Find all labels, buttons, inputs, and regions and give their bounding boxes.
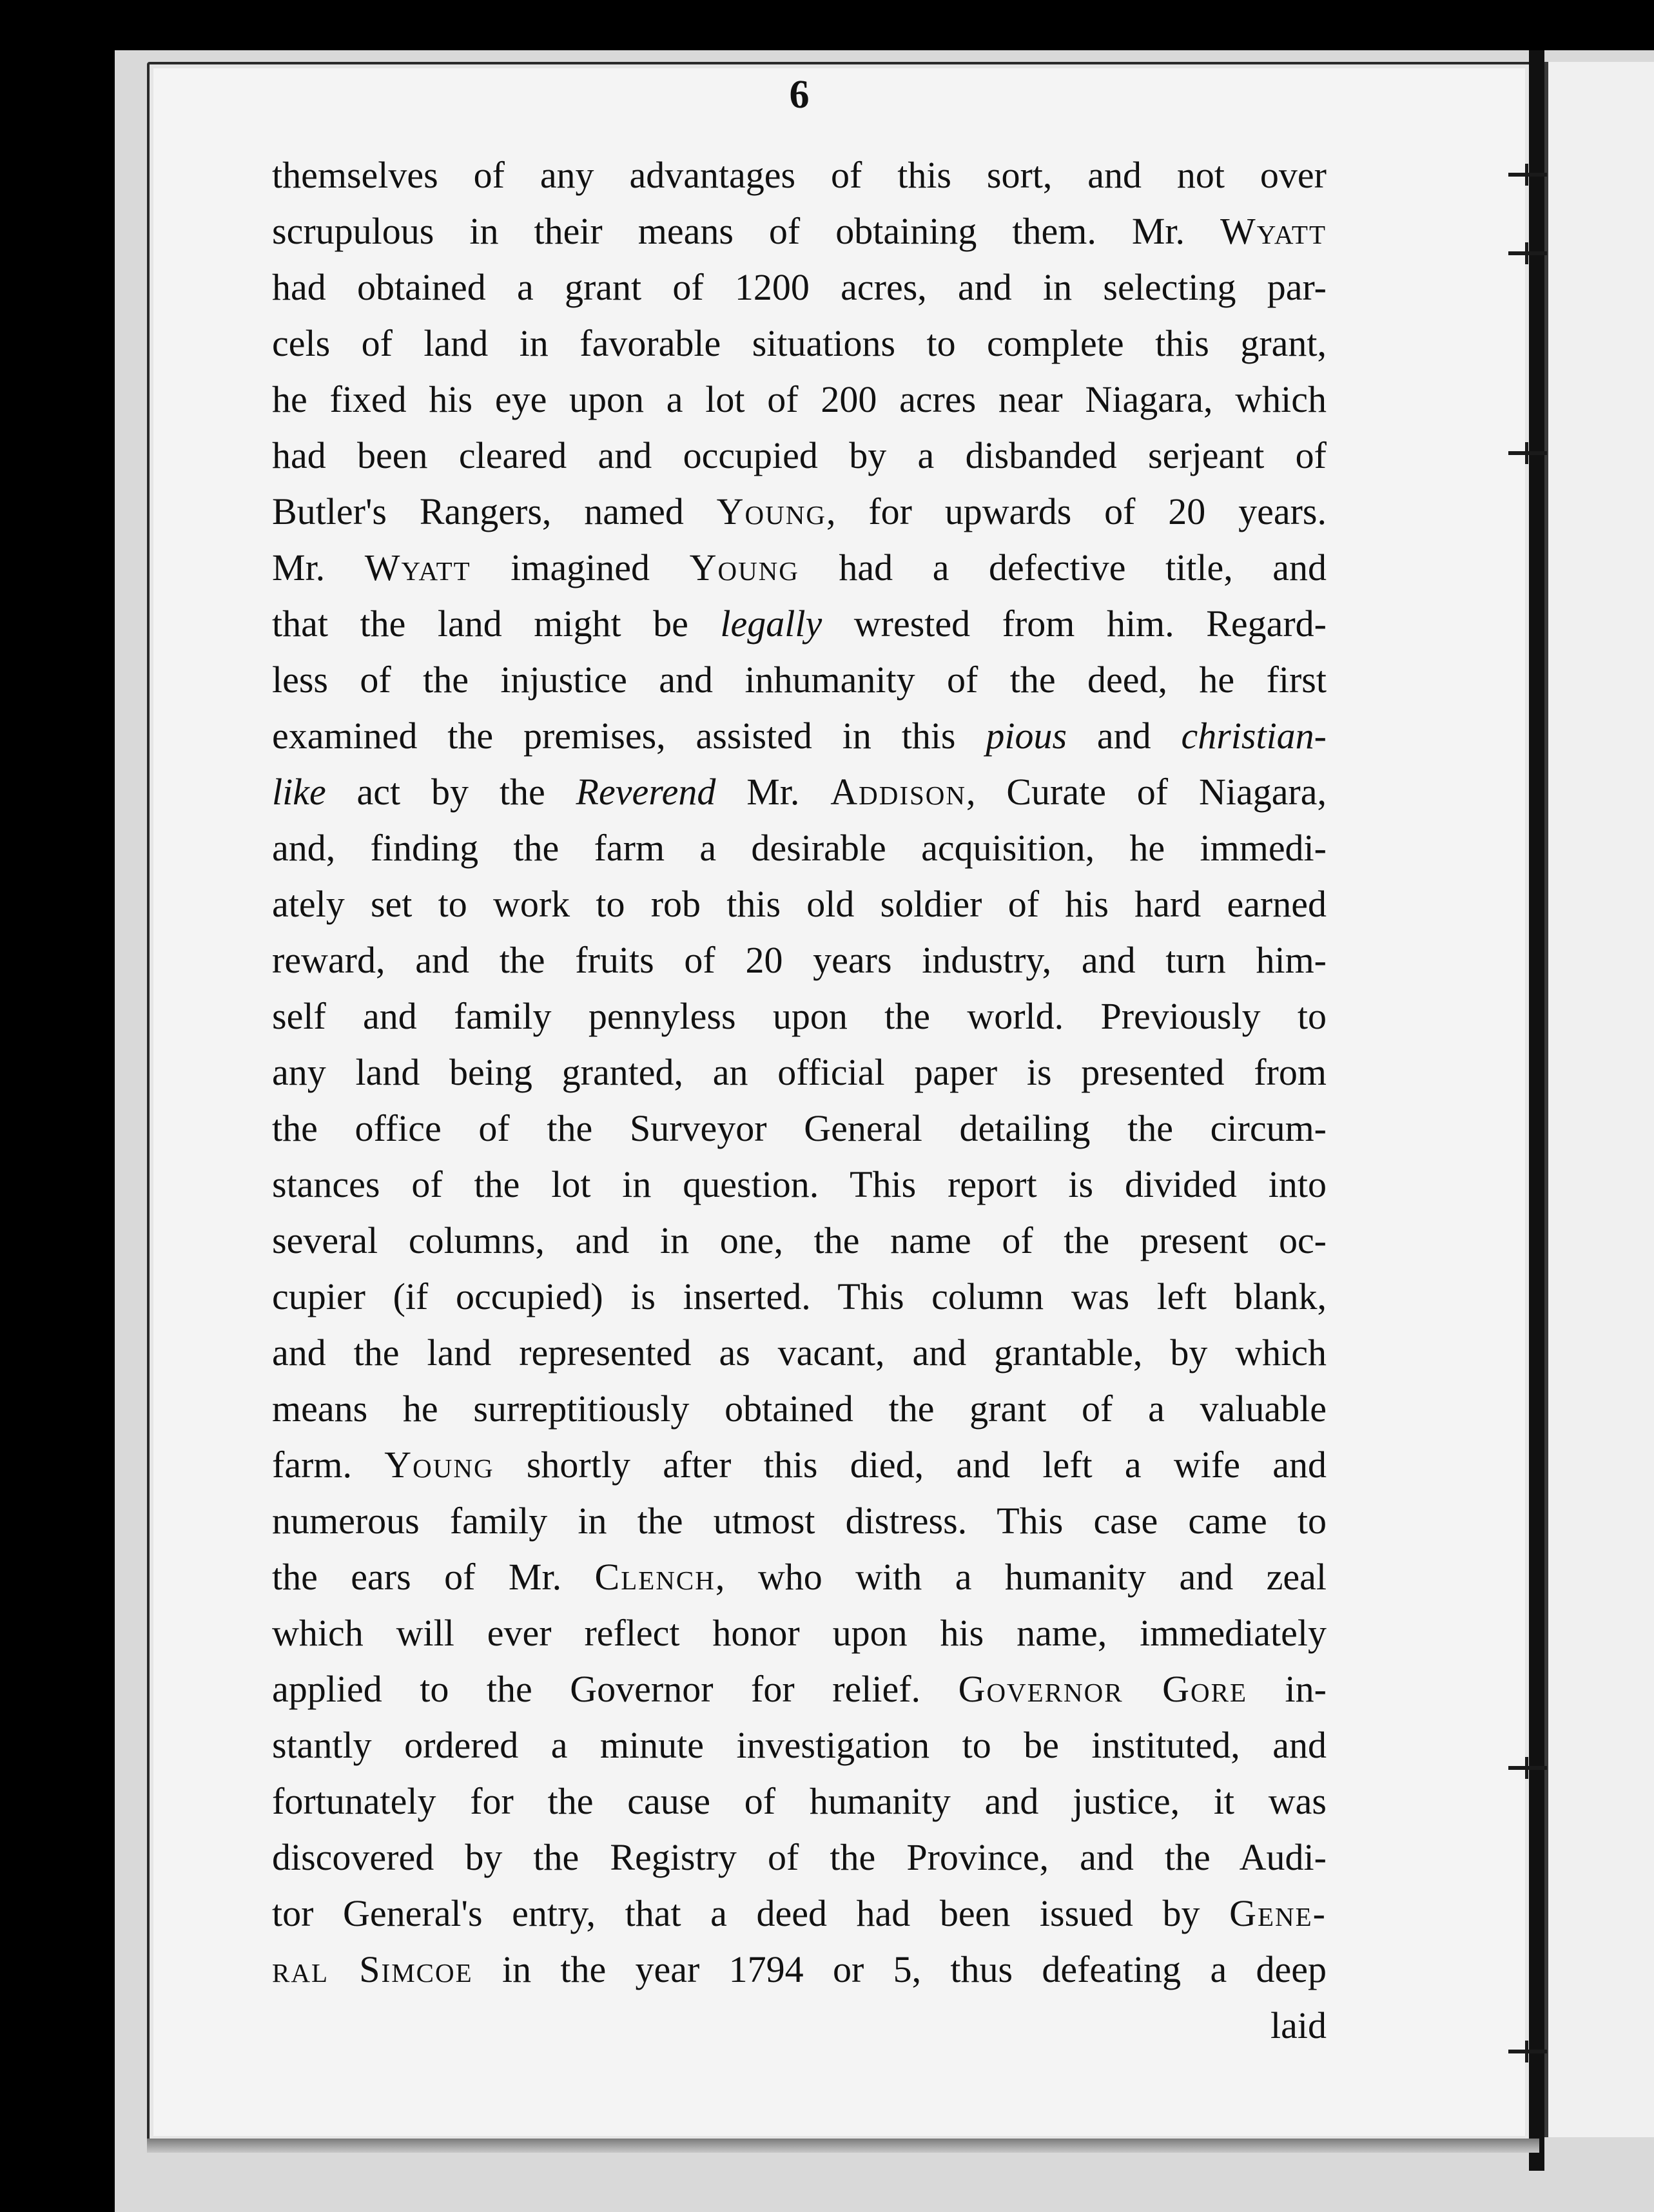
text-line bbox=[272, 1717, 1327, 1773]
text-segment: Mr. bbox=[715, 771, 831, 813]
text-segment: and, finding the farm a desirable acquisition, he immedi- bbox=[272, 827, 1327, 869]
small-caps-name: Young bbox=[384, 1444, 494, 1486]
text-line bbox=[272, 1549, 1327, 1605]
text-segment: several columns, and in one, the name of the present oc- bbox=[272, 1219, 1327, 1261]
text-segment: any land being granted, an official paper is presented from bbox=[272, 1051, 1327, 1093]
small-caps-name: Addison bbox=[830, 771, 967, 813]
small-caps-name: Governor Gore bbox=[958, 1668, 1248, 1710]
text-line bbox=[272, 203, 1327, 259]
text-line bbox=[272, 652, 1327, 708]
text-line bbox=[272, 876, 1327, 932]
small-caps-name: Clench bbox=[594, 1556, 715, 1598]
text-segment: act by the bbox=[326, 771, 576, 813]
text-line bbox=[272, 764, 1327, 820]
text-segment: applied to the Governor for relief. bbox=[272, 1668, 958, 1710]
text-segment: , Curate of Niagara, bbox=[966, 771, 1327, 813]
page-bottom-edge bbox=[147, 2139, 1539, 2153]
text-segment: numerous family in the utmost distress. This case came to bbox=[272, 1500, 1327, 1542]
text-segment: cupier (if occupied) is inserted. This column was left blank, bbox=[272, 1276, 1327, 1317]
text-segment: ately set to work to rob this old soldier of his hard earned bbox=[272, 883, 1327, 925]
text-segment: farm. bbox=[272, 1444, 385, 1486]
binding-stitch bbox=[1508, 451, 1547, 455]
text-line bbox=[272, 596, 1327, 652]
text-line bbox=[272, 1829, 1327, 1885]
italic-text: legally bbox=[720, 603, 822, 645]
text-segment: he fixed his eye upon a lot of 200 acres near Niagara, which bbox=[272, 378, 1327, 420]
small-caps-name: Wyatt bbox=[364, 547, 471, 588]
text-line bbox=[272, 1605, 1327, 1661]
text-segment: stances of the lot in question. This report is divided into bbox=[272, 1163, 1327, 1205]
text-segment: had a defective title, and bbox=[799, 547, 1327, 588]
text-line bbox=[272, 1324, 1327, 1381]
text-line bbox=[272, 1212, 1327, 1268]
text-segment: fortunately for the cause of humanity and justice, it was bbox=[272, 1780, 1327, 1822]
text-line bbox=[272, 259, 1327, 315]
text-segment: Butler's Rangers, named bbox=[272, 490, 717, 532]
text-line bbox=[272, 1268, 1327, 1324]
text-line bbox=[272, 371, 1327, 427]
italic-text: christian- bbox=[1181, 715, 1327, 757]
text-line bbox=[272, 820, 1327, 876]
text-segment: which will ever reflect honor upon his name, immediately bbox=[272, 1612, 1327, 1654]
text-line bbox=[272, 1044, 1327, 1100]
text-line bbox=[272, 539, 1327, 596]
binding-stitch bbox=[1508, 173, 1547, 177]
text-segment: scrupulous in their means of obtaining them. Mr. bbox=[272, 210, 1221, 252]
text-segment: shortly after this died, and left a wife and bbox=[494, 1444, 1327, 1486]
small-caps-name: Gene- bbox=[1229, 1892, 1327, 1934]
small-caps-name: Young bbox=[716, 490, 826, 532]
text-line bbox=[272, 1885, 1327, 1941]
text-line bbox=[272, 483, 1327, 539]
text-line bbox=[272, 1661, 1327, 1717]
text-segment: tor General's entry, that a deed had been issued by bbox=[272, 1892, 1230, 1934]
text-segment: means he surreptitiously obtained the grant of a valuable bbox=[272, 1388, 1327, 1430]
text-segment: had been cleared and occupied by a disbanded serjeant of bbox=[272, 434, 1327, 476]
text-segment: stantly ordered a minute investigation to be instituted, and bbox=[272, 1724, 1327, 1766]
text-line bbox=[272, 147, 1327, 203]
small-caps-name: Wyatt bbox=[1220, 210, 1327, 252]
text-segment: themselves of any advantages of this sort, and not over bbox=[272, 154, 1327, 196]
text-segment: , who with a humanity and zeal bbox=[715, 1556, 1327, 1598]
text-segment: and the land represented as vacant, and grantable, by which bbox=[272, 1332, 1327, 1373]
binding-stitch bbox=[1508, 1766, 1547, 1770]
text-segment: the ears of Mr. bbox=[272, 1556, 595, 1598]
text-segment: less of the injustice and inhumanity of the deed, he first bbox=[272, 659, 1327, 701]
text-line bbox=[272, 1437, 1327, 1493]
page-number: 6 bbox=[789, 73, 810, 117]
text-line bbox=[272, 1100, 1327, 1156]
text-segment: wrested from him. Regard- bbox=[822, 603, 1327, 645]
text-segment: self and family pennyless upon the world. Previously to bbox=[272, 995, 1327, 1037]
text-segment: cels of land in favorable situations to complete this grant, bbox=[272, 322, 1327, 364]
text-segment: that the land might be bbox=[272, 603, 721, 645]
binding-stitch bbox=[1508, 251, 1547, 255]
small-caps-name: ral Simcoe bbox=[272, 1948, 473, 1990]
facing-page-edge bbox=[1544, 62, 1654, 2137]
text-segment: laid bbox=[1270, 2004, 1327, 2046]
text-line bbox=[272, 427, 1327, 483]
italic-text: Reverend bbox=[576, 771, 716, 813]
text-segment: reward, and the fruits of 20 years industry, and turn him- bbox=[272, 939, 1327, 981]
text-segment: the office of the Surveyor General detailing the circum- bbox=[272, 1107, 1327, 1149]
body-text bbox=[272, 147, 1327, 2053]
text-segment: in- bbox=[1247, 1668, 1327, 1710]
text-line bbox=[272, 1381, 1327, 1437]
text-line bbox=[272, 1773, 1327, 1829]
text-segment: had obtained a grant of 1200 acres, and in selecting par- bbox=[272, 266, 1327, 308]
text-line bbox=[272, 932, 1327, 988]
text-line bbox=[272, 708, 1327, 764]
text-segment: and bbox=[1067, 715, 1182, 757]
italic-text: pious bbox=[986, 715, 1067, 757]
binding-stitch bbox=[1508, 2050, 1547, 2053]
text-line bbox=[272, 315, 1327, 371]
text-segment: discovered by the Registry of the Province, and the Audi- bbox=[272, 1836, 1327, 1878]
text-line bbox=[272, 1941, 1327, 1997]
text-segment: , for upwards of 20 years. bbox=[826, 490, 1327, 532]
text-segment: Mr. bbox=[272, 547, 365, 588]
text-segment: imagined bbox=[471, 547, 690, 588]
page-gutter bbox=[1529, 50, 1544, 2171]
text-line bbox=[272, 1997, 1327, 2053]
text-line bbox=[272, 1156, 1327, 1212]
small-caps-name: Young bbox=[689, 547, 799, 588]
text-line bbox=[272, 1493, 1327, 1549]
text-segment: examined the premises, assisted in this bbox=[272, 715, 986, 757]
text-line bbox=[272, 988, 1327, 1044]
text-segment: in the year 1794 or 5, thus defeating a deep bbox=[472, 1948, 1327, 1990]
italic-text: like bbox=[272, 771, 326, 813]
